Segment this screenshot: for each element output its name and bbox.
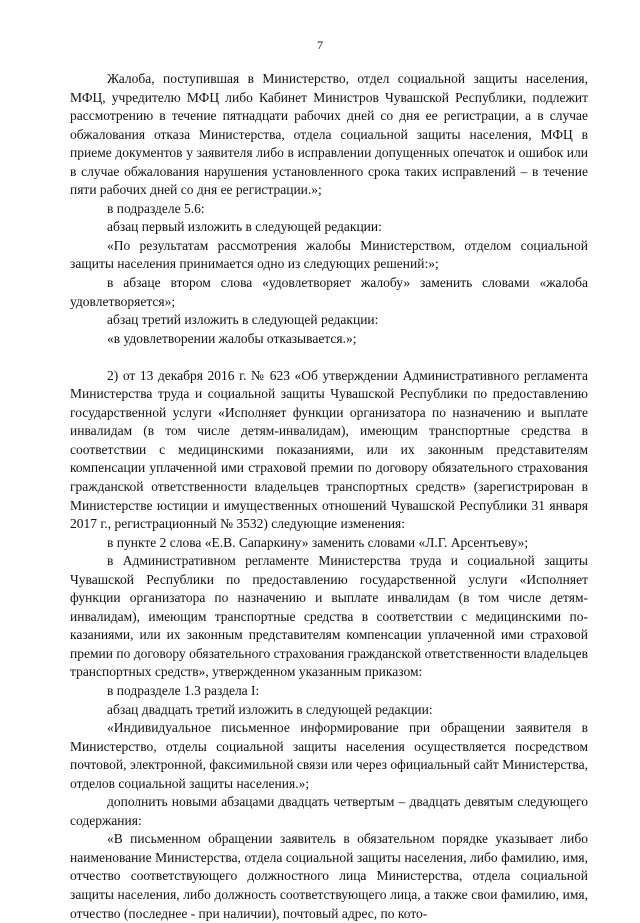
paragraph: в подразделе 1.3 раздела I:: [107, 683, 260, 698]
page-number: 7: [317, 38, 323, 52]
document-body: [70, 70, 588, 923]
paragraph: «В письменном обращении заявитель в обязательном порядке указывает либо наименование Министерства, отдела социальной защиты населения, либо фамилию, имя, отчество соответствующего должностного лица Министерства, отдела социальной защиты населения, либо должность соответствующего лица, а также свои фамилию, имя, отчество (последнее - при наличии), почтовый адрес, по кото-: [70, 831, 588, 921]
paragraph: «Индивидуальное письменное информирование при обращении заявителя в Министерство, отделы социальной защиты населения осуществляется посредством почтовой, электронной, факсимильной связи или через официальный сайт Министерства, отделов социальной защиты населения.»;: [70, 720, 588, 791]
paragraph: дополнить новыми абзацами двадцать четвертым – двадцать девятым следующего содержания:: [70, 794, 588, 828]
paragraph: в подразделе 5.6:: [107, 200, 205, 216]
paragraph: абзац третий изложить в следующей редакции:: [107, 312, 379, 328]
paragraph: «в удовлетворении жалобы отказывается.»;: [107, 330, 357, 346]
paragraph: в абзаце втором слова «удовлетворяет жалобу» заменить словами «жалоба удовлетворяется»;: [70, 275, 588, 309]
paragraph: в пункте 2 слова «Е.В. Сапаркину» заменить словами «Л.Г. Арсентьеву»;: [107, 534, 529, 550]
paragraph: абзац двадцать третий изложить в следующей редакции:: [107, 701, 433, 717]
paragraph: абзац первый изложить в следующей редакции:: [107, 219, 382, 235]
paragraph: в Административном регламенте Министерства труда и социальной защиты Чувашской Республики по предоставлению государственной услуги «Исполняет функции организатора по назначению и выплате инвалидам (в том числе детям-инвалидам), имеющим транспортные средства в соответствии с медицинскими показаниями, или их законным представителям компенсации уплаченной ими страховой премии по договору обязательного страхования гражданской ответственности владельцев транспортных средств», утвержденном указанным приказом:: [70, 553, 588, 680]
paragraph: 2) от 13 декабря 2016 г. № 623 «Об утверждении Административного регламента Министерства труда и социальной защиты Чувашской Республики по предоставлению государственной услуги «Исполняет функции организатора по назначению и выплате инвалидам (в том числе детям-инвалидам), имеющим транспортные средства в соответствии с медицинскими показаниями, или их законным представителям компенсации уплаченной ими страховой премии по договору обязательного страхования гражданской ответственности владельцев транспортных средств» (зарегистрирован в Министерстве юстиции и имущественных отношений Чувашской Республики 31 января 2017 г., регистрационный № 3532) следующие изменения:: [70, 367, 588, 532]
paragraph: Жалоба, поступившая в Министерство, отдел социальной защиты населения, МФЦ, учредителю МФЦ либо Кабинет Министров Чувашской Республики, подлежит рассмотрению в течение пятнадцати рабочих дней со дня ее регистрации, а в случае обжалования отказа Министерства, отдела социальной защиты населения, МФЦ в приеме документов у заявителя либо в исправлении допущенных опечаток и ошибок или в случае обжалования нарушения установленного срока таких исправлений – в течение пяти рабочих дней со дня ее регистрации.»;: [70, 71, 588, 198]
paragraph: «По результатам рассмотрения жалобы Министерством, отделом социальной защиты населения принимается одно из следующих решений:»;: [70, 237, 588, 272]
